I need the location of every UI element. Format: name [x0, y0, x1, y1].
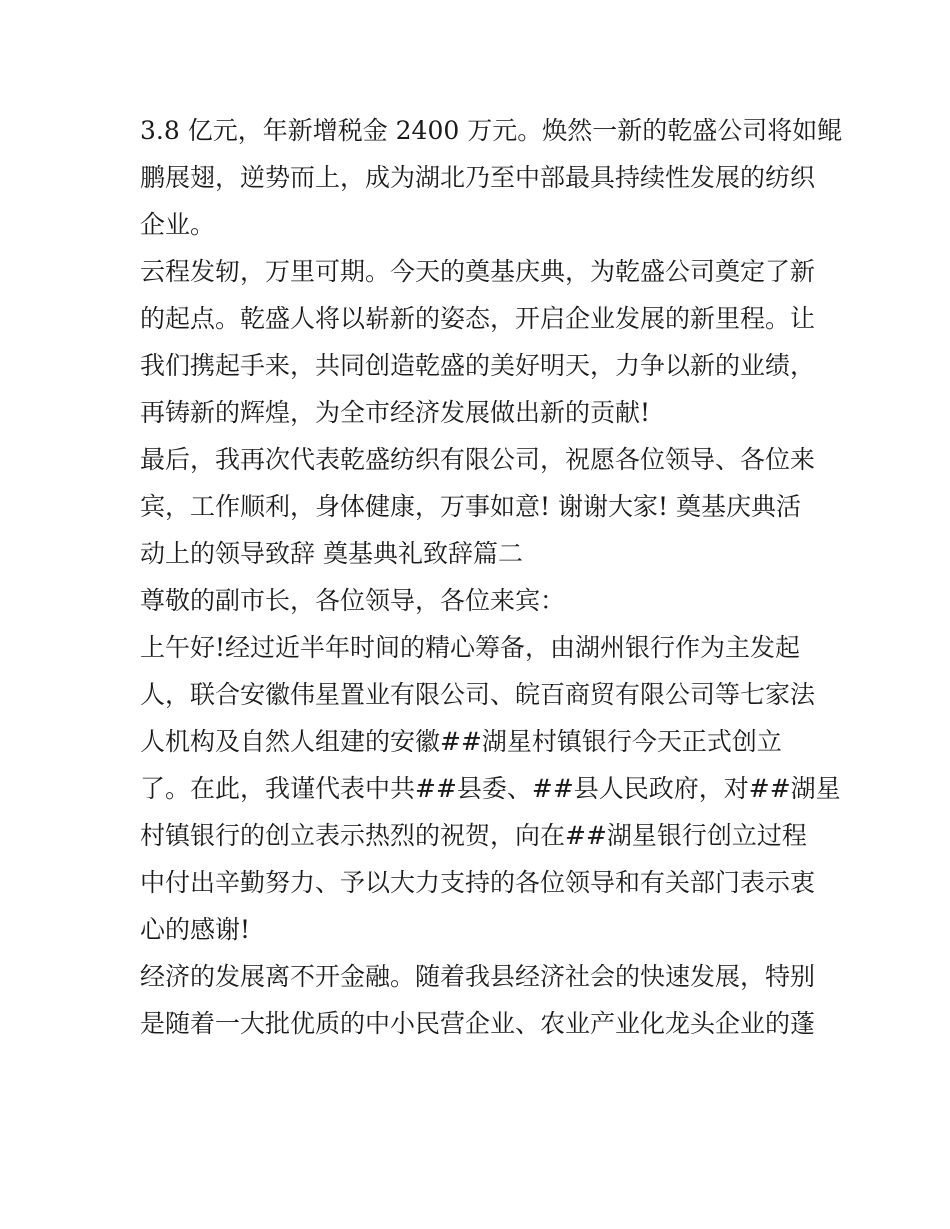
text-line: 村镇银行的创立表示热烈的祝贺，向在##湖星银行创立过程 [140, 821, 807, 850]
text-line: 经济的发展离不开金融。随着我县经济社会的快速发展，特别 [140, 962, 816, 991]
text-line: 动上的领导致辞 奠基典礼致辞篇二 [140, 539, 523, 568]
text-line: 是随着一大批优质的中小民营企业、农业产业化龙头企业的蓬 [140, 1009, 816, 1038]
text-line: 上午好!经过近半年时间的精心筹备，由湖州银行作为主发起 [140, 633, 801, 662]
text-line: 云程发轫，万里可期。今天的奠基庆典，为乾盛公司奠定了新 [140, 257, 816, 286]
text-line: 了。在此，我谨代表中共##县委、##县人民政府，对##湖星 [140, 774, 841, 803]
document-body [140, 107, 843, 1047]
text-line: 的起点。乾盛人将以崭新的姿态，开启企业发展的新里程。让 [140, 304, 816, 333]
text-line: 我们携起手来，共同创造乾盛的美好明天，力争以新的业绩， [140, 351, 816, 380]
text-line: 人机构及自然人组建的安徽##湖星村镇银行今天正式创立 [140, 727, 782, 756]
text-line: 3.8 亿元，年新增税金 2400 万元。焕然一新的乾盛公司将如鲲 [140, 116, 843, 145]
text-line: 尊敬的副市长，各位领导，各位来宾： [140, 586, 566, 615]
text-line: 中付出辛勤努力、予以大力支持的各位领导和有关部门表示衷 [140, 868, 816, 897]
text-line: 最后，我再次代表乾盛纺织有限公司，祝愿各位领导、各位来 [140, 445, 816, 474]
text-line: 心的感谢! [140, 915, 251, 944]
text-line: 人，联合安徽伟星置业有限公司、皖百商贸有限公司等七家法 [140, 680, 816, 709]
text-line: 企业。 [140, 210, 216, 239]
text-line: 宾，工作顺利，身体健康，万事如意! 谢谢大家! 奠基庆典活 [140, 492, 801, 521]
text-line: 鹏展翅，逆势而上，成为湖北乃至中部最具持续性发展的纺织 [140, 163, 816, 192]
text-line: 再铸新的辉煌，为全市经济发展做出新的贡献! [140, 398, 651, 427]
